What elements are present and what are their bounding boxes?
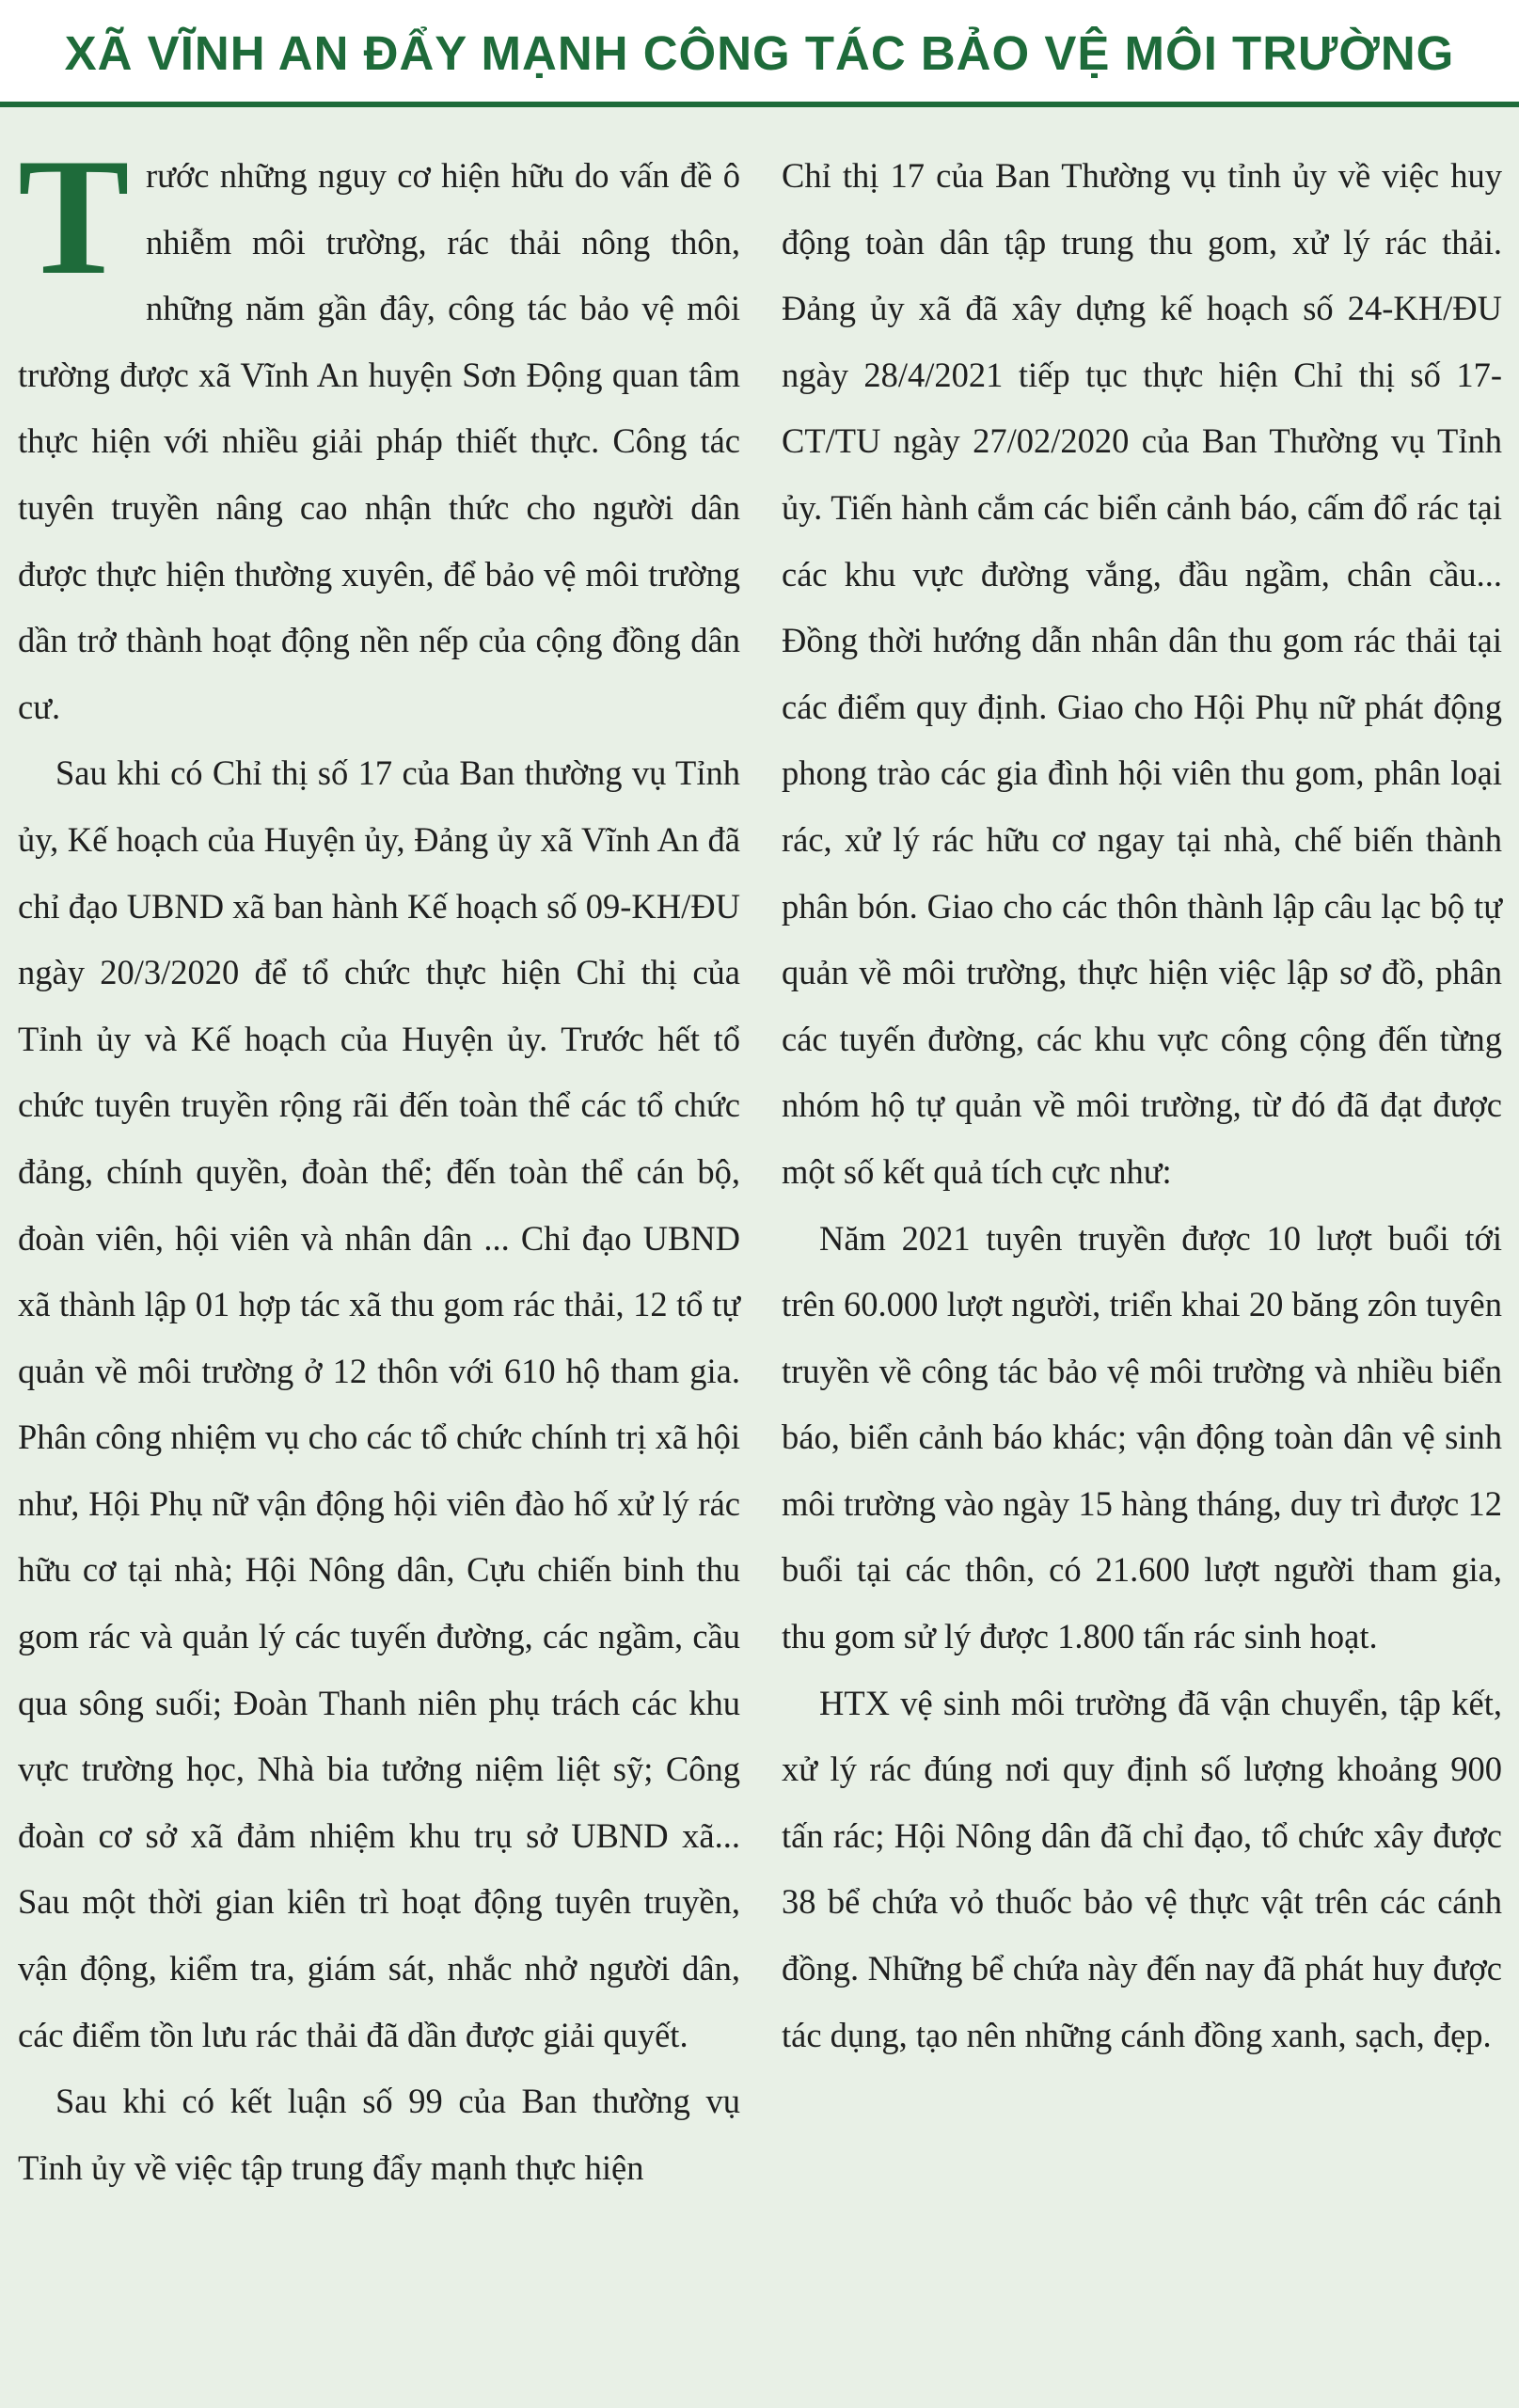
paragraph-conclusion-99-start: Sau khi có kết luận số 99 của Ban thường vụ Tỉnh ủy về việc tập trung đẩy mạnh thực hiện — [18, 2082, 740, 2187]
drop-cap: T — [18, 123, 130, 309]
right-column — [782, 143, 1502, 2068]
article-header — [0, 0, 1519, 105]
paragraph-intro-text: rước những nguy cơ hiện hữu do vấn đề ô nhiễm môi trường, rác thải nông thôn, những năm gần đây, công tác bảo vệ môi trường được xã Vĩnh An huyện Sơn Động quan tâm thực hiện với nhiều giải pháp thiết thực. Công tác tuyên truyền nâng cao nhận thức cho người dân được thực hiện thường xuyên, để bảo vệ môi trường dần trở thành hoạt động nền nếp của cộng đồng dân cư. — [18, 156, 740, 726]
left-column — [18, 123, 740, 2201]
article-body — [0, 107, 1519, 2408]
article-title: XÃ VĨNH AN ĐẨY MẠNH CÔNG TÁC BẢO VỆ MÔI TRƯỜNG — [64, 25, 1455, 80]
paragraph-intro — [18, 123, 740, 740]
paragraph-directive-17: Sau khi có Chỉ thị số 17 của Ban thường vụ Tỉnh ủy, Kế hoạch của Huyện ủy, Đảng ủy xã Vĩnh An đã chỉ đạo UBND xã ban hành Kế hoạch số 09-KH/ĐU ngày 20/3/2020 để tổ chức thực hiện Chỉ thị của Tỉnh ủy và Kế hoạch của Huyện ủy. Trước hết tổ chức tuyên truyền rộng rãi đến toàn thể các tổ chức đảng, chính quyền, đoàn thể; đến toàn thể cán bộ, đoàn viên, hội viên và nhân dân ... Chỉ đạo UBND xã thành lập 01 hợp tác xã thu gom rác thải, 12 tổ tự quản về môi trường ở 12 thôn với 610 hộ tham gia. Phân công nhiệm vụ cho các tổ chức chính trị xã hội như, Hội Phụ nữ vận động hội viên đào hố xử lý rác hữu cơ tại nhà; Hội Nông dân, Cựu chiến binh thu gom rác và quản lý các tuyến đường, các ngầm, cầu qua sông suối; Đoàn Thanh niên phụ trách các khu vực trường học, Nhà bia tưởng niệm liệt sỹ; Công đoàn cơ sở xã đảm nhiệm khu trụ sở UBND xã... Sau một thời gian kiên trì hoạt động tuyên truyền, vận động, kiểm tra, giám sát, nhắc nhở người dân, các điểm tồn lưu rác thải đã dần được giải quyết. — [18, 753, 740, 2054]
paragraph-cooperative: HTX vệ sinh môi trường đã vận chuyển, tập kết, xử lý rác đúng nơi quy định số lượng khoảng 900 tấn rác; Hội Nông dân đã chỉ đạo, tổ chức xây được 38 bể chứa vỏ thuốc bảo vệ thực vật trên các cánh đồng. Những bể chứa này đến nay đã phát huy được tác dụng, tạo nên những cánh đồng xanh, sạch, đẹp. — [782, 1683, 1502, 2054]
paragraph-results-2021: Năm 2021 tuyên truyền được 10 lượt buổi tới trên 60.000 lượt người, triển khai 20 băng zôn tuyên truyền về công tác bảo vệ môi trường và nhiều biển báo, biển cảnh báo khác; vận động toàn dân vệ sinh môi trường vào ngày 15 hàng tháng, duy trì được 12 buổi tại các thôn, có 21.600 lượt người tham gia, thu gom sử lý được 1.800 tấn rác sinh hoạt. — [782, 1218, 1502, 1656]
paragraph-conclusion-99-continued: Chỉ thị 17 của Ban Thường vụ tỉnh ủy về việc huy động toàn dân tập trung thu gom, xử lý rác thải. Đảng ủy xã đã xây dựng kế hoạch số 24-KH/ĐU ngày 28/4/2021 tiếp tục thực hiện Chỉ thị số 17-CT/TU ngày 27/02/2020 của Ban Thường vụ Tỉnh ủy. Tiến hành cắm các biển cảnh báo, cấm đổ rác tại các khu vực đường vắng, đầu ngầm, chân cầu... Đồng thời hướng dẫn nhân dân thu gom rác thải tại các điểm quy định. Giao cho Hội Phụ nữ phát động phong trào các gia đình hội viên thu gom, phân loại rác, xử lý rác hữu cơ ngay tại nhà, chế biến thành phân bón. Giao cho các thôn thành lập câu lạc bộ tự quản về môi trường, thực hiện việc lập sơ đồ, phân các tuyến đường, các khu vực công cộng đến từng nhóm hộ tự quản về môi trường, từ đó đã đạt được một số kết quả tích cực như: — [782, 156, 1502, 1191]
